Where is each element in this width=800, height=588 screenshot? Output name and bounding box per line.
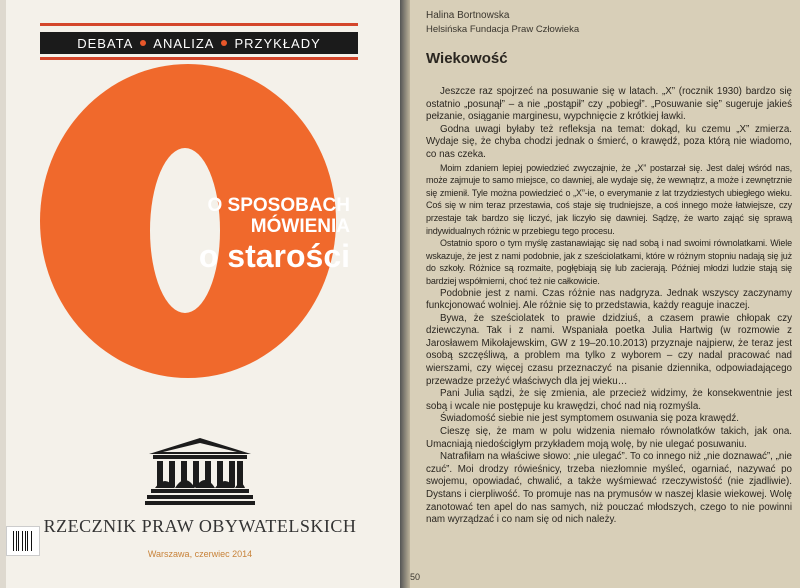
book-gutter xyxy=(400,0,410,588)
tagline-word: DEBATA xyxy=(77,35,134,51)
paragraph: Cieszę się, że mam w polu widzenia niemało równolatków takich, jak ona. Umacniają niedościgłym przykładem moją wolę, by nie ulegać posuwaniu. xyxy=(426,426,792,450)
tagline-word: ANALIZA xyxy=(153,35,215,51)
institution-building-icon xyxy=(145,436,255,508)
paragraph: Jeszcze raz spojrzeć na posuwanie się w latach. „X” (rocznik 1930) bardzo się ostatnio „posunął” – a nie „postąpił” czy „pobiegł”. „Posuwanie się” sugeruje jakieś pełzanie, osiąganie marginesu, wypchnięcie z krótkiej ławki. xyxy=(426,86,792,123)
paragraph: Pani Julia sądzi, że się zmienia, ale przecież widzimy, że konsekwentnie jest sobą i wcale nie postępuje ku krawędzi, choć nad nią rozmyśla. xyxy=(426,388,792,412)
cover-title xyxy=(150,196,350,272)
paragraph: Natrafiłam na właściwe słowo: „nie ulegać”. To co innego niż „nie doznawać”, „nie czuć”. Moi drodzy rówieśnicy, trzeba niezłomnie myśleć, ogarniać, nazywać po swojemu, opowiadać, chwalić, a także wyśmiewać rzeczywistość (nie zjadliwie). Dystans i cierpliwość. To promuje nas na prymusów w naszej klasie wiekowej. Wolę zanotować ten apel do nas samych, niż pouczać młodszych, czego to nie powinni nam wyrządzać i co nam się od nich należy. xyxy=(426,451,792,526)
publisher-name: RZECZNIK PRAW OBYWATELSKICH xyxy=(43,516,357,536)
paragraph: Godna uwagi byłaby też refleksja na temat: dokąd, ku czemu „X” zmierza. Wydaje się, że chyba chodzi jednak o śmierć, o krawędź, poza którą nie wiadomo, co nas czeka. xyxy=(426,123,792,160)
cover-bottom-rule xyxy=(40,57,358,60)
author-organization: Helsińska Fundacja Praw Człowieka xyxy=(426,24,580,35)
cover-spine-edge xyxy=(0,0,6,588)
bullet-icon xyxy=(140,40,146,46)
article-heading: Wiekowość xyxy=(426,50,508,67)
page-number: 50 xyxy=(410,572,421,582)
cover-top-rule xyxy=(40,23,358,26)
text-page xyxy=(410,0,800,588)
cover-tagline-bar xyxy=(40,32,358,54)
tagline-word: PRZYKŁADY xyxy=(234,35,321,51)
cover-title-line: o starości xyxy=(198,238,350,274)
publication-place-date: Warszawa, czerwiec 2014 xyxy=(147,549,253,559)
article-body xyxy=(426,86,792,527)
paragraph: Moim zdaniem lepiej powiedzieć zwyczajnie, że „X” postarzał się. Jest dalej wśród nas, może zajmuje to samo miejsce, co dawniej, ale wydaje się, że wewnątrz, a może i zewnętrznie się zmienił. Tyle można powiedzieć o „X”-ie, o everymanie z lat trzydziestych ubiegłego wieku. Coś się w nim teraz przestawia, coś staje się trudniejsze, a coś innego może łatwiejsze, czy przestaje tak bardzo się liczyć, jak liczyło się dawniej. Sądzę, że warto zająć się sprawą indywidualnych różnic w przebiegu tego procesu. xyxy=(426,162,792,236)
cover-title-line: MÓWIENIA xyxy=(250,216,350,237)
paragraph: Bywa, że sześciolatek to prawie dzidziuś, a czasem prawie chłopak czy dziewczyna. Tak i z nami. Wspaniała poetka Julia Hartwig (w rozmowie z Jarosławem Mikołajewskim, GW z 19–20.10.2013) przyznaje najpierw, że teraz jest osobą szczęśliwą, a problem ma tylko z wyborem – czy nadal pracować nad wierszami, czy więcej czasu przeznaczyć na pisanie dziennika, odpowiadającego przewadze przeżyć właściwych dla jej wieku… xyxy=(426,312,792,387)
cover-title-line: O SPOSOBACH xyxy=(207,195,350,216)
paragraph: Ostatnio sporo o tym myślę zastanawiając się nad sobą i nad swoimi równolatkami. Wiele wskazuje, że jest z nami podobnie, jak z sześciolatkami, które w różnym stopniu nadają się już do szkoły. Różnice są rozmaite, pogłębiają się lub zacierają. Później młodzi ludzie stają się bardziej współmierni, choć też nie całkowicie. xyxy=(426,238,792,286)
paragraph: Świadomość siebie nie jest symptomem osuwania się poza krawędź. xyxy=(440,413,739,425)
paragraph: Podobnie jest z nami. Czas różnie nas nadgryza. Jednak wszyscy zaczynamy funkcjonować wolniej. Ale różnie się to przedstawia, każdy reaguje inaczej. xyxy=(426,287,792,312)
bullet-icon xyxy=(221,40,227,46)
barcode-sticker xyxy=(6,526,40,556)
author-name: Halina Bortnowska xyxy=(426,10,510,21)
